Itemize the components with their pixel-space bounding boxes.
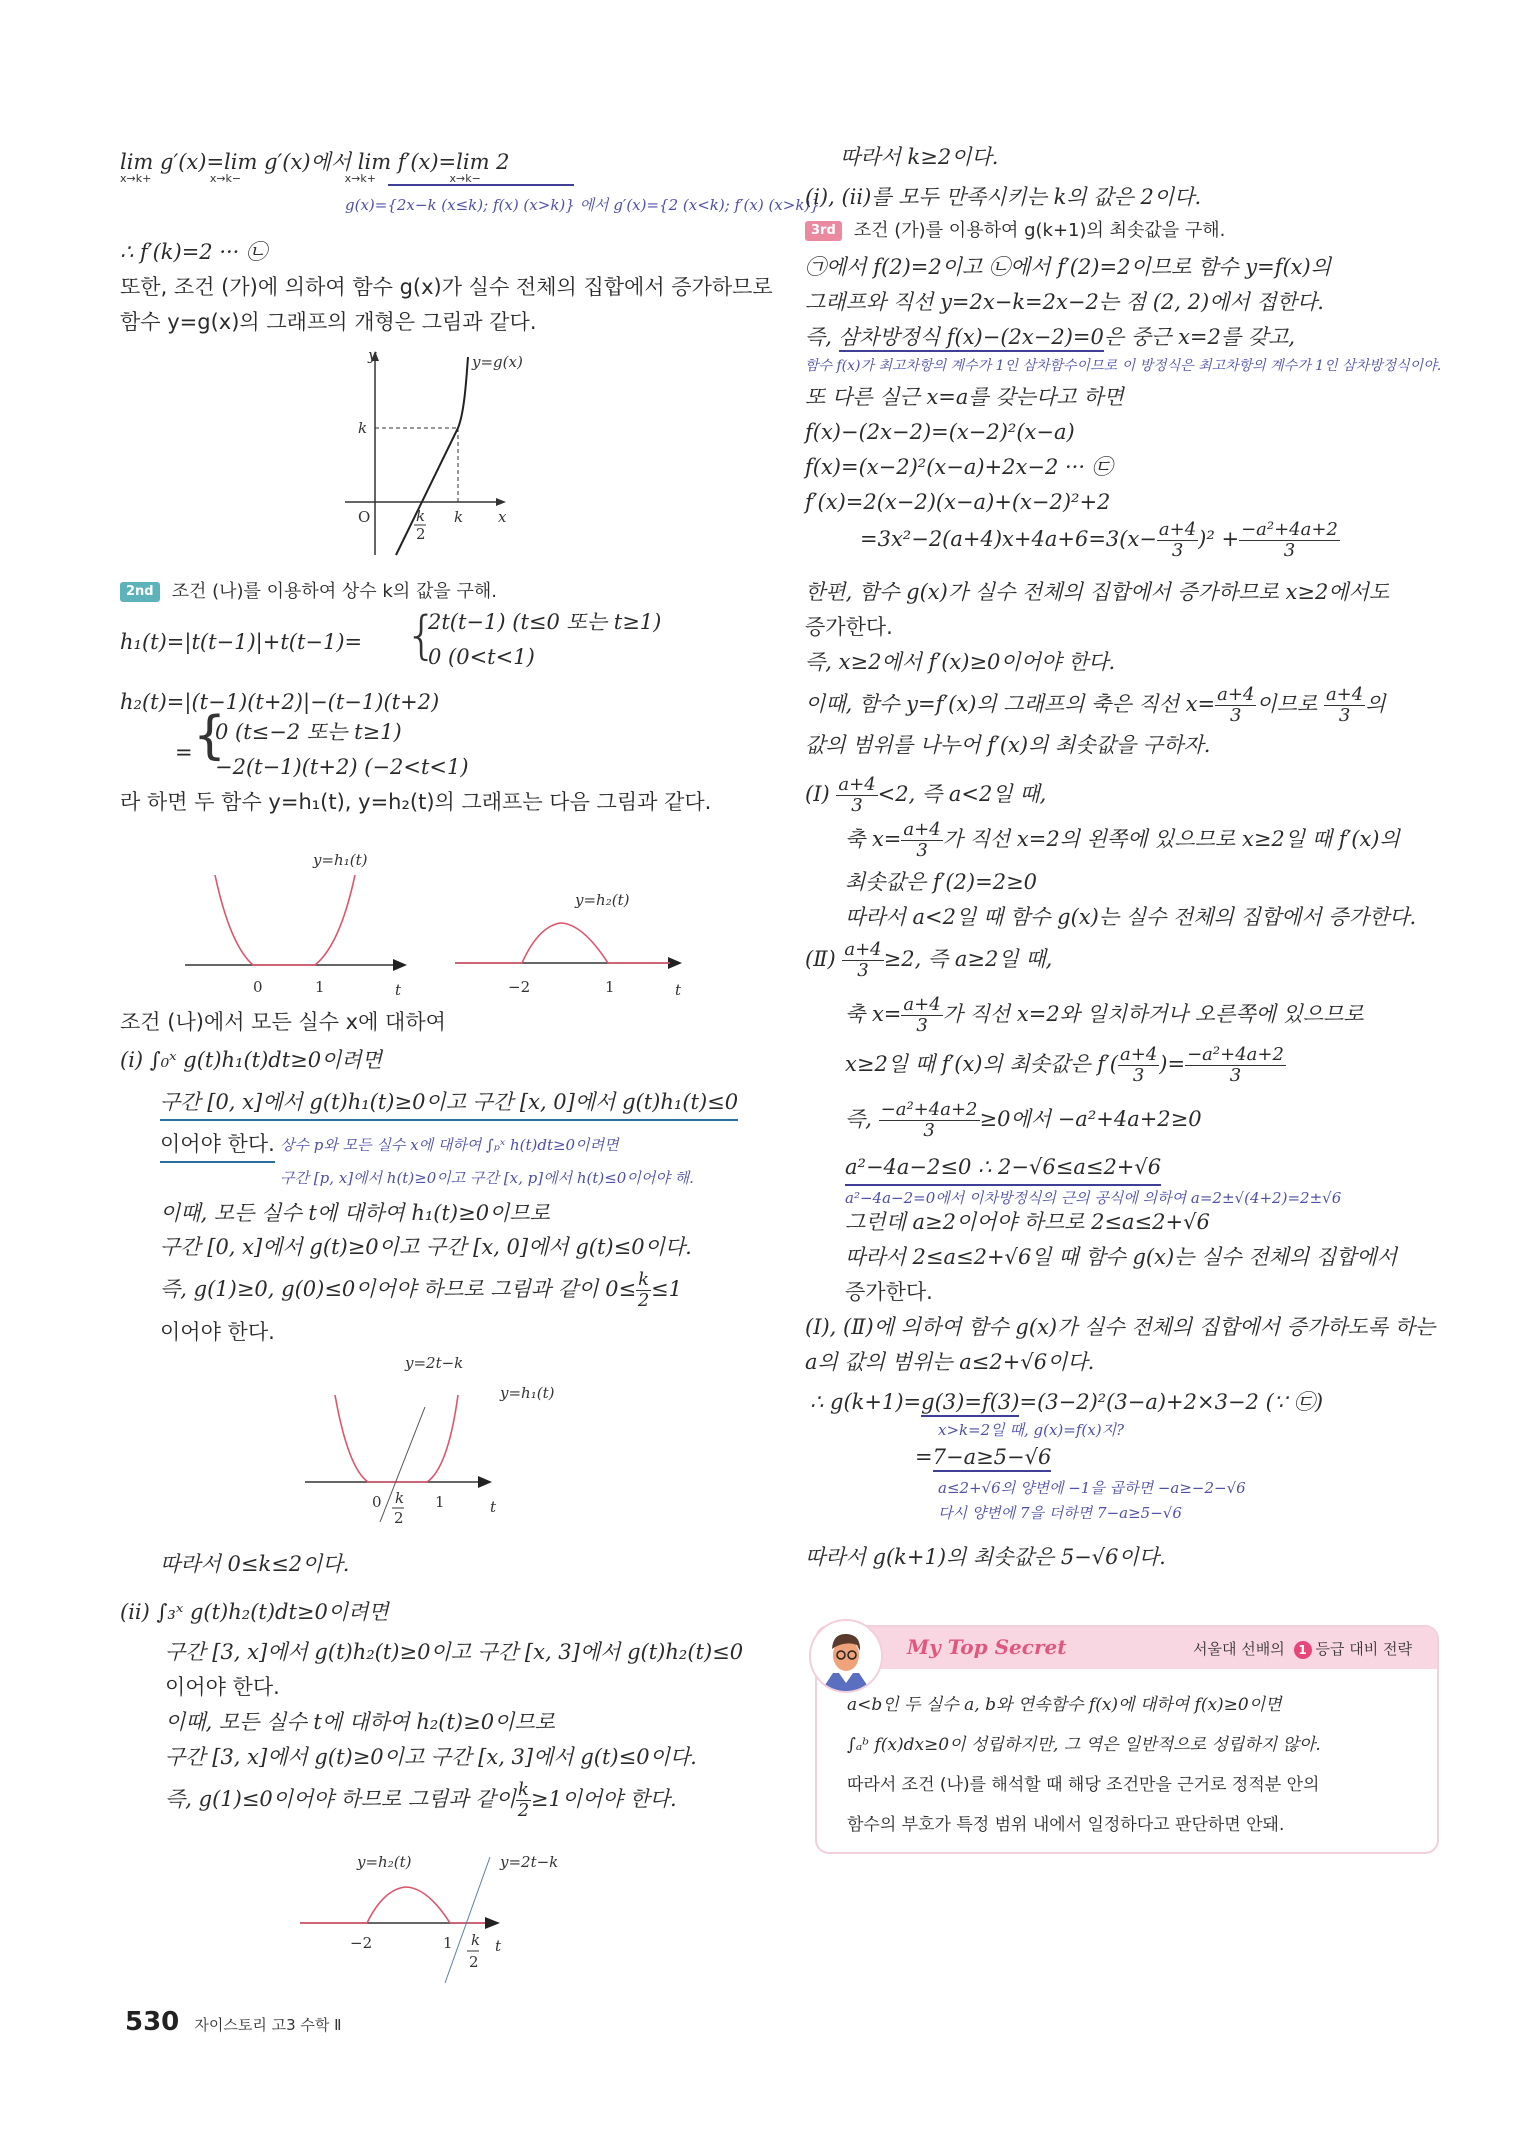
case-I-line3: 따라서 a<2일 때 함수 g(x)는 실수 전체의 집합에서 증가한다. [845,905,1417,929]
derivative-completed-square [860,520,1340,561]
case-ii-line5 [165,1780,677,1821]
secret-line: 함수의 부호가 특정 범위 내에서 일정하다고 판단하면 안돼. [847,1815,1285,1835]
sub-c: x→k+ [344,172,376,185]
case-II-line6: 따라서 2≤a≤2+√6일 때 함수 g(x)는 실수 전체의 집합에서 [845,1245,1398,1269]
den: 3 [916,840,928,861]
den: 3 [1230,705,1242,726]
text: )² + [1198,527,1240,551]
tick-2: 2 [394,1509,404,1527]
fraction [836,775,877,816]
case-i-line3: 이때, 모든 실수 t에 대하여 h₁(t)≥0이므로 [160,1201,550,1225]
graph-case-ii [295,1845,615,2009]
secret-subtitle [1193,1638,1412,1659]
case-i-line4: 구간 [0, x]에서 g(t)≥0이고 구간 [x, 0]에서 g(t)≤0이다. [160,1235,692,1259]
text: 등급 대비 전략 [1315,1640,1412,1658]
underlined-text: g(3)=f(3) [921,1390,1019,1417]
case-i-line1: 구간 [0, x]에서 g(t)h₁(t)≥0이고 구간 [x, 0]에서 g(t)h₁(t)≤0 [160,1085,738,1121]
secret-line: a<b인 두 실수 a, b와 연속함수 f(x)에 대하여 f(x)≥0이면 [847,1695,1282,1715]
den: 3 [1338,705,1351,726]
y-axis-label: y [368,346,377,364]
tick-minus2: −2 [350,1934,373,1952]
den: 3 [857,960,869,981]
integral-note2: 구간 [p, x]에서 h(t)≥0이고 구간 [x, p]에서 h(t)≤0이어야 해. [280,1169,694,1187]
conclusion-fk: ∴ f′(k)=2 ··· ㉡ [120,240,268,264]
fraction [1185,1045,1286,1086]
y-tick-k: k [358,419,368,437]
g3-note: x>k=2일 때, g(x)=f(x)지? [938,1421,1125,1439]
case-ii-head: (ii) ∫₃ˣ g(t)h₂(t)dt≥0이려면 [120,1600,389,1624]
x-tick-k: k [454,508,464,526]
equals: = [175,740,193,764]
num: −a²+4a+2 [1187,1044,1284,1065]
r-line: 즉, x≥2에서 f′(x)≥0이어야 한다. [805,650,1116,674]
fraction [1324,685,1365,726]
sub-d: x→k− [449,172,481,185]
text: ≥0에서 −a²+4a+2≥0 [979,1107,1202,1131]
case-II-line1 [845,995,1364,1036]
case-i-line2: 이어야 한다. [160,1127,275,1163]
case-I-head [805,775,1046,816]
tick-1: 1 [443,1934,453,1952]
inequality-line [915,1440,1051,1474]
fraction [901,820,942,861]
secret-line: ∫ₐᵇ f(x)dx≥0이 성립하지만, 그 역은 일반적으로 성립하지 않아. [847,1735,1321,1755]
line-label: y=2t−k [405,1354,464,1372]
avatar-icon [809,1619,883,1693]
h1-case1: 2t(t−1) (t≤0 또는 t≥1) [428,610,662,634]
r-line: 값의 범위를 나누어 f′(x)의 최솟값을 구하자. [805,733,1211,757]
ineq-note1: a≤2+√6의 양변에 −1을 곱하면 −a≥−2−√6 [938,1479,1246,1497]
den: 3 [916,1015,928,1036]
num: a+4 [1217,684,1255,705]
fraction [1239,520,1340,561]
den: 3 [923,1120,935,1141]
graph-case-i [300,1350,600,1534]
text: 가 직선 x=2와 일치하거나 오른쪽에 있으므로 [942,1002,1364,1026]
r-line: 따라서 k≥2이다. [840,145,999,169]
case-i-line5 [160,1270,682,1311]
text: = [915,1445,933,1469]
x-tick-half-k: k [416,507,426,525]
text: =(3−2)²(3−a)+2×3−2 (∵ ㉢) [1019,1390,1324,1414]
case-II-line5: 그런데 a≥2이어야 하므로 2≤a≤2+√6 [845,1210,1210,1234]
fraction [879,1100,980,1141]
num: a+4 [903,994,941,1015]
integral-note1: 상수 p와 모든 실수 x에 대하여 ∫ₚˣ h(t)dt≥0이려면 [280,1136,619,1154]
h2-definition: h₂(t)=|(t−1)(t+2)|−(t−1)(t+2) [120,690,440,714]
text: 축 x= [845,1002,902,1026]
line-label: y=2t−k [500,1853,559,1871]
text: (Ⅱ) [805,947,836,971]
step3-heading [805,214,1225,248]
den: 3 [1171,540,1184,561]
r-line: 한편, 함수 g(x)가 실수 전체의 집합에서 증가하므로 x≥2에서도 [805,580,1390,604]
step2-heading-text: 조건 (나)를 이용하여 상수 k의 값을 구해. [171,581,497,602]
r-line: f(x)=(x−2)²(x−a)+2x−2 ··· ㉢ [805,455,1113,479]
h1-case2: 0 (0<t<1) [428,645,535,669]
text: 즉, g(1)≤0이어야 하므로 그림과 같이 [165,1787,516,1811]
g-k-plus-1-line [810,1385,1323,1419]
den: 3 [1132,1065,1145,1086]
text: =3x²−2(a+4)x+4a+6=3(x− [860,527,1157,551]
book-title: 자이스토리 고3 수학 Ⅱ [194,2016,342,2034]
origin-label: O [358,508,371,526]
case-i-head: (i) ∫₀ˣ g(t)h₁(t)dt≥0이려면 [120,1048,382,1072]
case-I-line2: 최솟값은 f′(2)=2≥0 [845,870,1038,894]
text: ≥1이어야 한다. [530,1787,677,1811]
text: x≥2일 때 f′(x)의 최솟값은 f′( [845,1052,1119,1076]
r-line: f′(x)=2(x−2)(x−a)+(x−2)²+2 [805,490,1111,514]
case-i-conclusion: 따라서 0≤k≤2이다. [160,1552,350,1576]
text: ≥2, 즉 a≥2일 때, [883,947,1053,971]
fraction [1118,1045,1159,1086]
num: a+4 [1158,519,1197,540]
page-number: 530 [125,2007,180,2037]
final-answer: 따라서 g(k+1)의 최솟값은 5−√6이다. [805,1545,1166,1569]
text: (Ⅰ) [805,782,830,806]
num: a+4 [1325,684,1364,705]
text: 가 직선 x=2의 왼쪽에 있으므로 x≥2일 때 f′(x)의 [942,827,1400,851]
x-axis-label: x [498,508,507,526]
tick-k: k [395,1489,405,1507]
text: ≤1 [651,1277,682,1301]
brace: { [405,606,439,666]
case-i-line6: 이어야 한다. [160,1320,275,1344]
text: 즉, [845,1107,872,1131]
secret-body [847,1685,1321,1845]
h2-label: y=h₂(t) [575,891,630,909]
text-line: 또한, 조건 (가)에 의하여 함수 g(x)가 실수 전체의 집합에서 증가하므로 [120,275,773,299]
tick-0: 0 [372,1493,382,1511]
curve-label: y=g(x) [472,353,523,371]
r-line: f(x)−(2x−2)=(x−2)²(x−a) [805,420,1075,444]
text: 즉, [805,325,839,349]
r-line: 그래프와 직선 y=2x−k=2x−2는 점 (2, 2)에서 접한다. [805,290,1324,314]
my-top-secret-box [815,1625,1439,1854]
h1-label: y=h₁(t) [500,1384,555,1402]
brace: { [193,706,227,766]
graph-h2 [450,835,700,999]
r-line: (i), (ii)를 모두 만족시키는 k의 값은 2이다. [805,185,1202,209]
tick-minus2: −2 [508,978,531,996]
r-line: a의 값의 범위는 a≤2+√6이다. [805,1350,1095,1374]
fraction [842,940,883,981]
h2-label: y=h₂(t) [357,1853,412,1871]
sub-b: x→k− [209,172,242,185]
case-ii-line2: 이어야 한다. [165,1675,280,1699]
fraction-k-2: $\frac{k}{2}$ [637,1269,650,1311]
page-footer [125,2007,342,2037]
case-II-line3 [845,1100,1202,1141]
secret-line: 따라서 조건 (나)를 해석할 때 해당 조건만을 근거로 정적분 안의 [847,1775,1320,1795]
ineq-note2: 다시 양변에 7을 더하면 7−a≥5−√6 [938,1504,1182,1522]
case-ii-line4: 구간 [3, x]에서 g(t)≥0이고 구간 [x, 3]에서 g(t)≤0이다. [165,1745,697,1769]
text: 즉, g(1)≥0, g(0)≤0이어야 하므로 그림과 같이 0≤ [160,1277,637,1301]
text: 서울대 선배의 [1193,1640,1285,1658]
underline [388,184,574,186]
step-badge-2nd: 2nd [120,582,160,602]
fraction [1157,520,1198,561]
quadratic-note: a²−4a−2=0에서 이차방정식의 근의 공식에 의하여 a=2±√(4+2)=2±√6 [845,1189,1342,1207]
case-ii-line1: 구간 [3, x]에서 g(t)h₂(t)≥0이고 구간 [x, 3]에서 g(t)h₂(t)≤0 [165,1640,744,1664]
cubic-note: 함수 f(x)가 최고차항의 계수가 1인 삼차함수이므로 이 방정식은 최고차항의 계수가 1인 삼차방정식이야. [805,358,1442,374]
x-tick-half-k-denominator: 2 [416,525,426,543]
t-axis: t [395,981,402,999]
text: )= [1159,1052,1186,1076]
num: −a²+4a+2 [880,1099,978,1120]
h1-definition: h₁(t)=|t(t−1)|+t(t−1)= [120,630,363,654]
text: 이므로 [1256,692,1318,716]
text: <2, 즉 a<2일 때, [877,782,1047,806]
tick-0: 0 [253,978,263,996]
den: 3 [851,795,863,816]
den: 3 [1283,540,1296,561]
r-line-14 [805,685,1386,726]
r-line: 또 다른 실근 x=a를 갖는다고 하면 [805,385,1124,409]
tick-1: 1 [315,978,325,996]
h1-label: y=h₁(t) [313,851,368,869]
graphs-intro: 라 하면 두 함수 y=h₁(t), y=h₂(t)의 그래프는 다음 그림과 같다. [120,790,712,814]
sub-a: x→k+ [120,172,152,185]
case-II-line2 [845,1045,1286,1086]
graph-h1 [175,835,425,999]
t-axis: t [675,981,682,999]
num: a+4 [838,774,876,795]
tick-1: 1 [605,978,615,996]
step3-heading-text: 조건 (가)를 이용하여 g(k+1)의 최솟값을 구해. [853,220,1226,241]
grade-1-badge-icon: 1 [1294,1641,1312,1659]
tick-k: k [471,1931,481,1949]
case-II-line4: a²−4a−2≤0 ∴ 2−√6≤a≤2+√6 [845,1150,1161,1186]
underlined-text: 삼차방정식 f(x)−(2x−2)=0 [839,325,1104,352]
t-axis: t [495,1937,502,1955]
step2-heading [120,575,497,609]
step-badge-3rd: 3rd [805,221,842,241]
underlined-text: 7−a≥5−√6 [933,1445,1052,1472]
case-ii-line3: 이때, 모든 실수 t에 대하여 h₂(t)≥0이므로 [165,1710,555,1734]
condition-text: 조건 (나)에서 모든 실수 x에 대하여 [120,1010,446,1034]
case-II-line7: 증가한다. [845,1280,933,1304]
graph-g [330,345,530,569]
fraction [901,995,942,1036]
case-II-head [805,940,1052,981]
piecewise-note: g(x)={2x−k (x≤k); f(x) (x>k)} 에서 g′(x)={2 (x<k); f′(x) (x>k)} [345,196,820,214]
text: ∴ g(k+1)= [810,1390,922,1414]
case-I-line1 [845,820,1400,861]
r-line-5 [805,320,1295,354]
num: a+4 [903,819,941,840]
tick-1: 1 [435,1493,445,1511]
r-line: (Ⅰ), (Ⅱ)에 의하여 함수 g(x)가 실수 전체의 집합에서 증가하도록 하는 [805,1315,1436,1339]
fraction [1215,685,1256,726]
secret-header [847,1627,1437,1669]
text: 의 [1365,692,1386,716]
limit-text: lim g′(x)=lim g′(x)에서 lim f′(x)=lim 2 [120,150,510,174]
text: 축 x= [845,827,902,851]
text: 은 중근 x=2를 갖고, [1103,325,1296,349]
num: −a²+4a+2 [1241,519,1338,540]
r-line: 증가한다. [805,615,893,639]
fraction-k-2: $\frac{k}{2}$ [517,1779,530,1821]
text: 이때, 함수 y=f′(x)의 그래프의 축은 직선 x= [805,692,1216,716]
r-line: ㉠에서 f(2)=2이고 ㉡에서 f′(2)=2이므로 함수 y=f(x)의 [805,255,1331,279]
den: 3 [1229,1065,1242,1086]
num: a+4 [1120,1044,1158,1065]
t-axis: t [490,1498,497,1516]
h2-case2: −2(t−1)(t+2) (−2<t<1) [215,755,469,779]
secret-title: My Top Secret [907,1635,1067,1659]
num: a+4 [844,939,882,960]
text-line: 함수 y=g(x)의 그래프의 개형은 그림과 같다. [120,310,537,334]
tick-2: 2 [469,1953,479,1971]
h2-case1: 0 (t≤−2 또는 t≥1) [215,720,402,744]
